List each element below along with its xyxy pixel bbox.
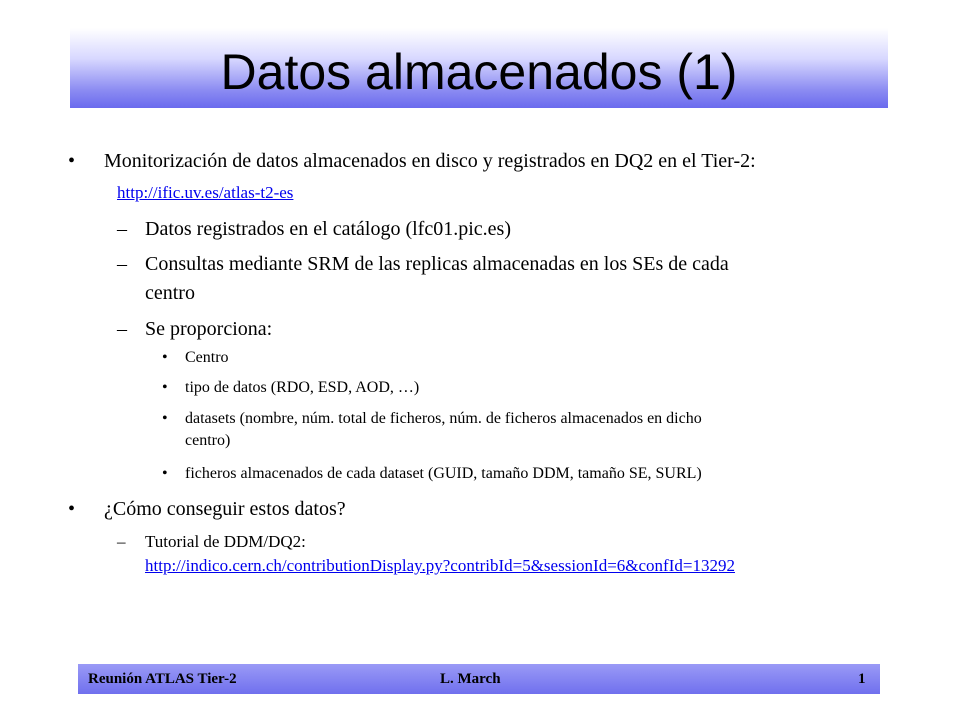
sub-item-catalog: Datos registrados en el catálogo (lfc01.pic.es) [145,218,511,240]
bullet-dot: • [68,498,76,520]
tutorial-link[interactable]: http://indico.cern.ch/contributionDisplay.py?contribId=5&sessionId=6&confId=13292 [145,556,735,575]
item-ficheros: ficheros almacenados de cada dataset (GUID, tamaño DDM, tamaño SE, SURL) [185,465,702,482]
dash-marker: – [117,218,127,240]
bullet-dot: • [162,349,168,366]
item-datasets-line2: centro) [185,432,231,449]
footer-bar [78,664,880,694]
sub-item-srm-line2: centro [145,282,195,304]
bullet-dot: • [162,410,168,427]
item-centro: Centro [185,349,229,366]
dash-marker: – [117,532,126,551]
atlas-t2-link[interactable]: http://ific.uv.es/atlas-t2-es [117,183,294,202]
bullet-2-text: ¿Cómo conseguir estos datos? [104,498,346,520]
item-datasets-line1: datasets (nombre, núm. total de ficheros, núm. de ficheros almacenados en dicho [185,410,702,427]
footer-author: L. March [440,671,501,687]
slide-title: Datos almacenados (1) [220,44,738,100]
dash-marker: – [117,318,127,340]
item-tipo-datos: tipo de datos (RDO, ESD, AOD, …) [185,379,420,396]
dash-marker: – [117,253,127,275]
bullet-dot: • [162,379,168,396]
sub-item-provides: Se proporciona: [145,318,273,340]
sub-item-srm-line1: Consultas mediante SRM de las replicas almacenadas en los SEs de cada [145,253,729,275]
footer-event: Reunión ATLAS Tier-2 [88,671,237,687]
footer-page-number: 1 [858,671,866,687]
sub-item-tutorial: Tutorial de DDM/DQ2: [145,532,306,551]
bullet-dot: • [162,465,168,482]
bullet-dot: • [68,150,76,172]
bullet-1-text: Monitorización de datos almacenados en disco y registrados en DQ2 en el Tier-2: [104,150,756,172]
